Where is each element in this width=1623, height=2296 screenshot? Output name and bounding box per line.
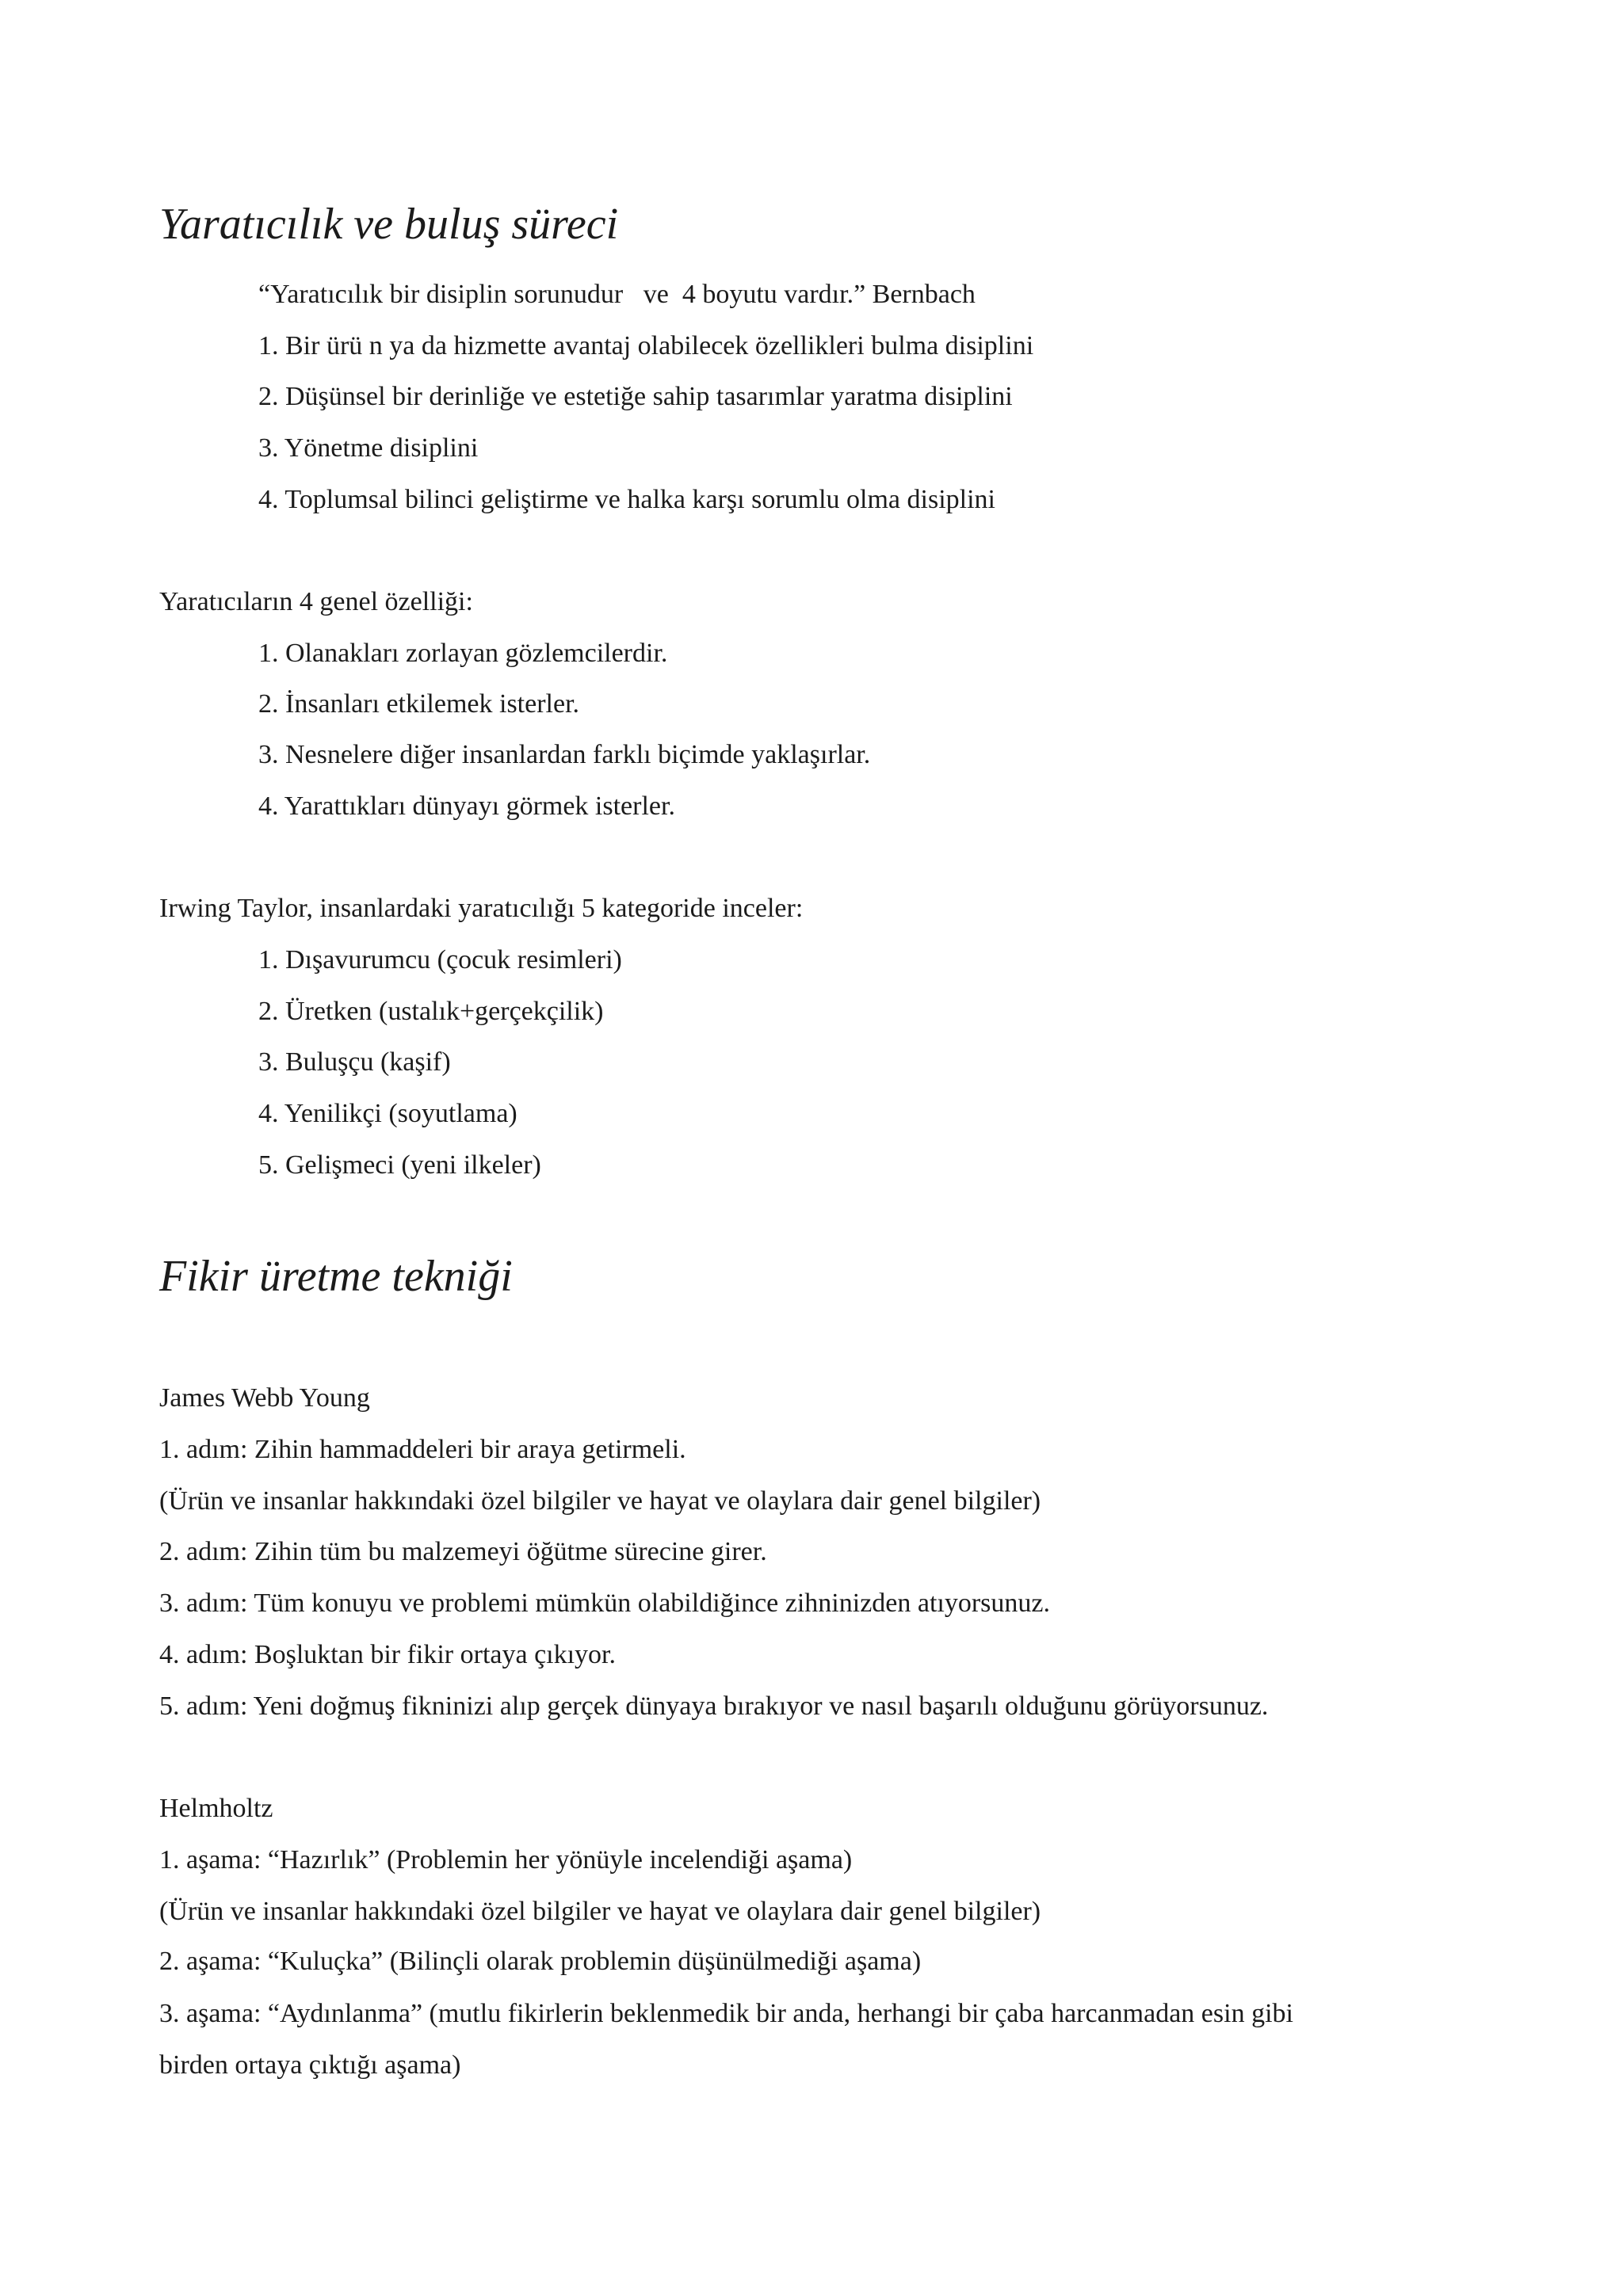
creator-trait-item: 4. Yarattıkları dünyayı görmek isterler. [258,791,675,821]
section-title-technique: Fikir üretme tekniği [159,1252,513,1301]
creator-trait-item: 2. İnsanları etkilemek isterler. [258,689,580,719]
taylor-category-item: 3. Buluşçu (kaşif) [258,1047,451,1077]
creators-heading: Yaratıcıların 4 genel özelliği: [159,587,473,616]
discipline-item: 3. Yönetme disiplini [258,433,479,463]
helmholtz-stage-continuation: birden ortaya çıktığı aşama) [159,2050,461,2080]
young-step: 1. adım: Zihin hammaddeleri bir araya getirmeli. [159,1435,686,1464]
helmholtz-stage-note: (Ürün ve insanlar hakkındaki özel bilgiler ve hayat ve olaylara dair genel bilgiler) [159,1897,1041,1926]
creator-trait-item: 3. Nesnelere diğer insanlardan farklı biçimde yaklaşırlar. [258,740,871,769]
helmholtz-heading: Helmholtz [159,1794,273,1823]
helmholtz-stage: 1. aşama: “Hazırlık” (Problemin her yönüyle incelendiği aşama) [159,1845,853,1875]
taylor-category-item: 2. Üretken (ustalık+gerçekçilik) [258,997,604,1026]
helmholtz-stage: 3. aşama: “Aydınlanma” (mutlu fikirlerin beklenmedik bir anda, herhangi bir çaba harcanmadan esin gibi [159,1999,1293,2028]
young-heading: James Webb Young [159,1383,370,1413]
discipline-item: 4. Toplumsal bilinci geliştirme ve halka karşı sorumlu olma disiplini [258,485,995,514]
taylor-category-item: 5. Gelişmeci (yeni ilkeler) [258,1150,541,1180]
young-step: 3. adım: Tüm konuyu ve problemi mümkün olabildiğince zihninizden atıyorsunuz. [159,1589,1051,1618]
young-step: 4. adım: Boşluktan bir fikir ortaya çıkıyor. [159,1640,617,1669]
section-title-creativity: Yaratıcılık ve buluş süreci [159,200,619,249]
young-step-note: (Ürün ve insanlar hakkındaki özel bilgiler ve hayat ve olaylara dair genel bilgiler) [159,1486,1041,1516]
helmholtz-stage: 2. aşama: “Kuluçka” (Bilinçli olarak problemin düşünülmediği aşama) [159,1947,922,1976]
taylor-category-item: 1. Dışavurumcu (çocuk resimleri) [258,945,622,974]
taylor-category-item: 4. Yenilikçi (soyutlama) [258,1099,517,1128]
young-step: 2. adım: Zihin tüm bu malzemeyi öğütme sürecine girer. [159,1537,767,1566]
taylor-heading: Irwing Taylor, insanlardaki yaratıcılığı 5 kategoride inceler: [159,894,804,923]
bernbach-quote: “Yaratıcılık bir disiplin sorunudur ve 4 boyutu vardır.” Bernbach [258,280,976,309]
discipline-item: 2. Düşünsel bir derinliğe ve estetiğe sahip tasarımlar yaratma disiplini [258,382,1013,411]
creator-trait-item: 1. Olanakları zorlayan gözlemcilerdir. [258,639,668,668]
discipline-item: 1. Bir ürü n ya da hizmette avantaj olabilecek özellikleri bulma disiplini [258,331,1034,360]
young-step: 5. adım: Yeni doğmuş fikninizi alıp gerçek dünyaya bırakıyor ve nasıl başarılı olduğunu görüyorsunuz. [159,1691,1269,1721]
